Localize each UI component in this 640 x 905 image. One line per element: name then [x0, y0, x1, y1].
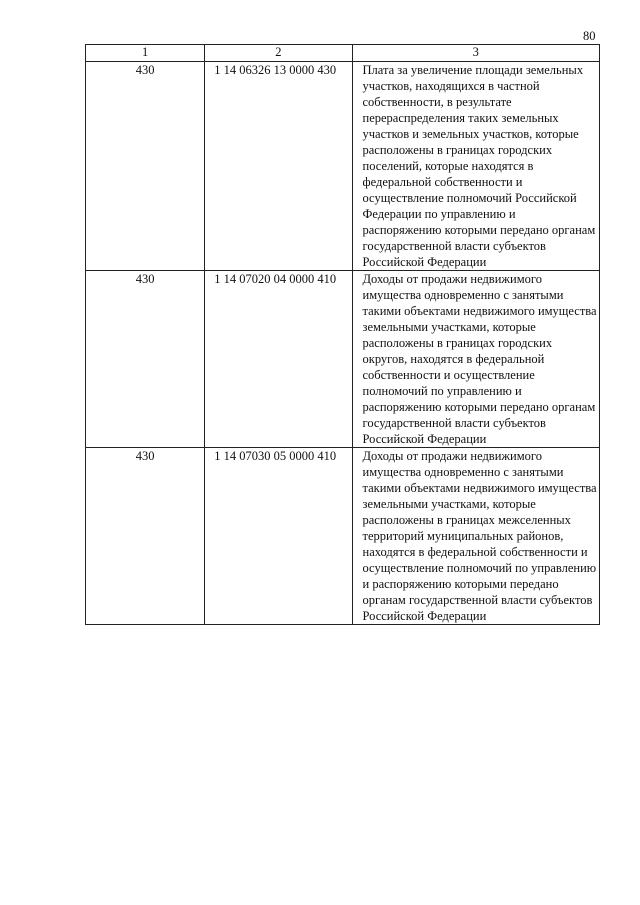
column-header-1: 1 [86, 45, 205, 62]
admin-code-cell: 430 [86, 62, 205, 271]
column-header-3: 3 [352, 45, 600, 62]
table-row [86, 271, 600, 448]
admin-code-cell: 430 [86, 271, 205, 448]
table-row [86, 62, 600, 271]
table-row [86, 448, 600, 625]
description-cell: Доходы от продажи недвижимого имущества одновременно с занятыми такими объектами недвижимого имущества земельными участками, которые расположены в границах городских округов, находятся в федеральной собственности и осуществление полномочий по управлению и распоряжению которыми передано органам государственной власти субъектов Российской Федерации [352, 271, 600, 448]
budget-code-cell: 1 14 07030 05 0000 410 [205, 448, 352, 625]
budget-code-cell: 1 14 06326 13 0000 430 [205, 62, 352, 271]
column-header-2: 2 [205, 45, 352, 62]
admin-code-cell: 430 [86, 448, 205, 625]
page-number: 80 [583, 29, 596, 43]
description-cell: Плата за увеличение площади земельных участков, находящихся в частной собственности, в результате перераспределения таких земельных участков и земельных участков, которые расположены в границах городских поселений, которые находятся в федеральной собственности и осуществление полномочий Российской Федерации по управлению и распоряжению которыми передано органам государственной власти субъектов Российской Федерации [352, 62, 600, 271]
description-cell: Доходы от продажи недвижимого имущества одновременно с занятыми такими объектами недвижимого имущества земельными участками, которые расположены в границах межселенных территорий муниципальных районов, находятся в федеральной собственности и осуществление полномочий по управлению и распоряжению которыми передано органам государственной власти субъектов Российской Федерации [352, 448, 600, 625]
revenue-codes-table [85, 44, 600, 625]
table-header-row [86, 45, 600, 62]
budget-code-cell: 1 14 07020 04 0000 410 [205, 271, 352, 448]
